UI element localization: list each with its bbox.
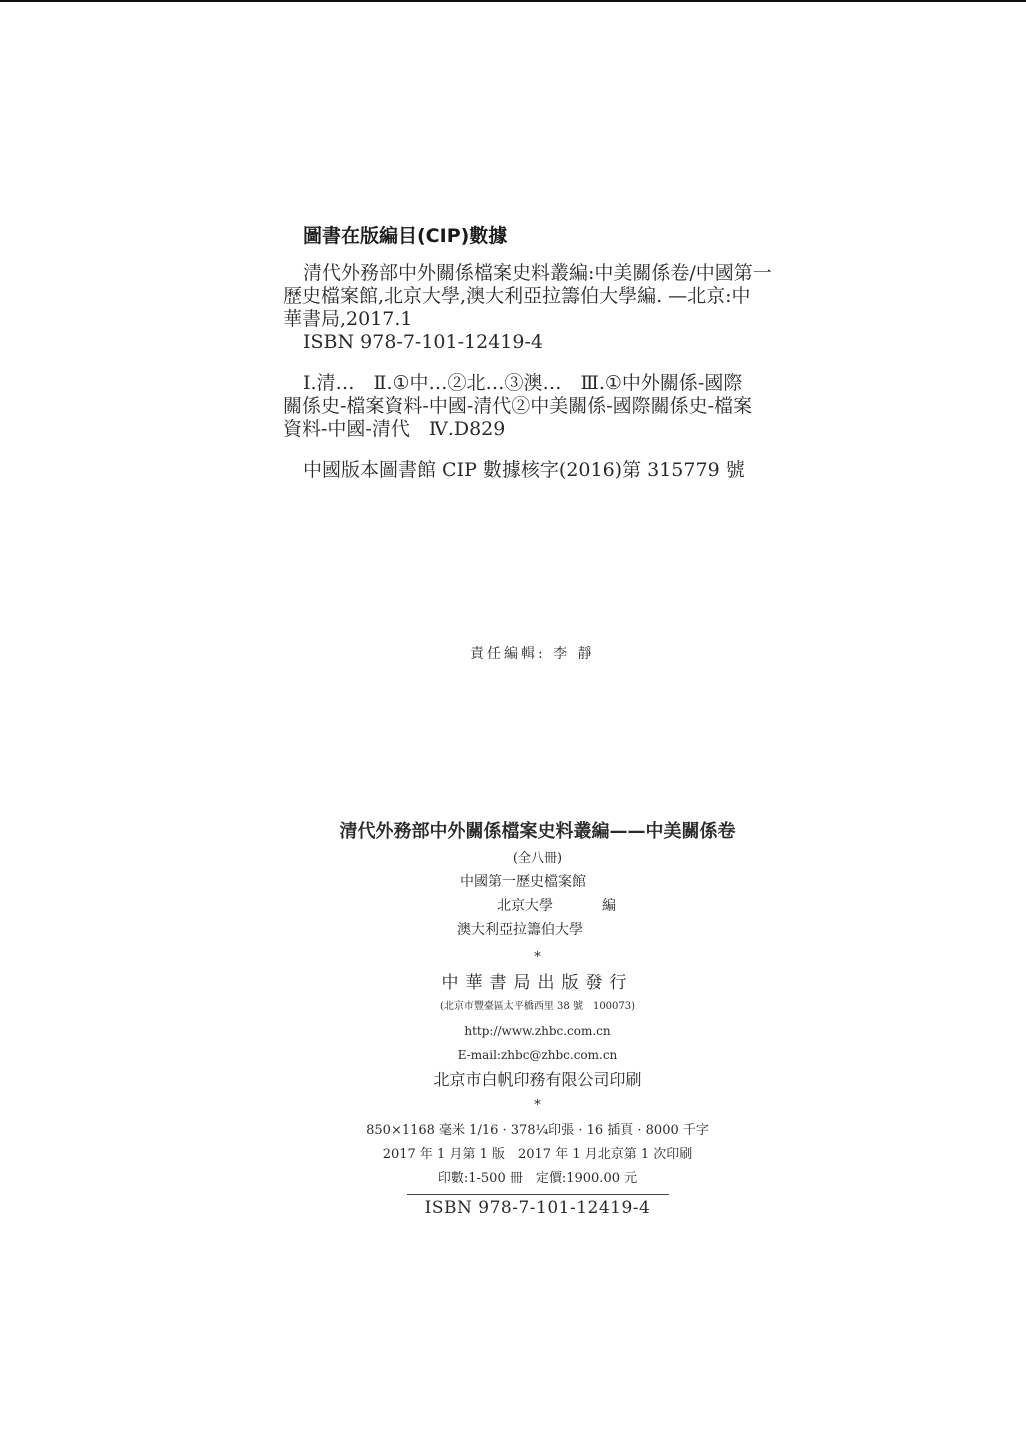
editor-institution-2: 北京大學: [497, 898, 553, 914]
cip-subjects: [283, 372, 798, 441]
cip-subject-line: Ⅰ.清… Ⅱ.①中…②北…③澳… Ⅲ.①中外關係-國際: [303, 372, 743, 394]
publisher: 中華書局出版發行: [441, 973, 634, 993]
editor-institution-3: 澳大利亞拉籌伯大學: [457, 922, 583, 938]
cip-description: [283, 262, 798, 354]
separator-star: *: [534, 950, 541, 965]
cip-description-line: 歷史檔案館,北京大學,澳大利亞拉籌伯大學編. —北京:中: [283, 285, 751, 307]
editors-block: [300, 871, 775, 945]
printer: 北京市白帆印務有限公司印刷: [433, 1070, 642, 1089]
cip-record: [283, 459, 798, 482]
editor-institution-1: 中國第一歷史檔案館: [460, 874, 586, 890]
cip-subject-line: 關係史-檔案資料-中國-清代②中美關係-國際關係史-檔案: [283, 395, 753, 417]
responsible-editor: 責任編輯: 李 靜: [470, 646, 595, 662]
publisher-address: (北京市豐臺區太平橋西里 38 號 100073): [439, 1001, 636, 1012]
cip-description-line: 華書局,2017.1: [283, 308, 413, 330]
separator-star: *: [534, 1098, 541, 1113]
print-specs: 850×1168 毫米 1/16 · 378¼印張 · 16 插頁 · 8000 千字: [366, 1123, 709, 1138]
edition-info: 2017 年 1 月第 1 版 2017 年 1 月北京第 1 次印刷: [382, 1147, 693, 1162]
set-count: (全八冊): [512, 851, 563, 866]
publisher-email: E-mail:zhbc@zhbc.com.cn: [457, 1048, 618, 1062]
cip-heading: 圖書在版編目(CIP)數據: [303, 225, 508, 247]
colophon: [300, 818, 775, 1221]
publisher-website: http://www.zhbc.com.cn: [464, 1024, 611, 1038]
cip-subject-line: 資料-中國-清代 Ⅳ.D829: [283, 418, 506, 440]
colophon-isbn: ISBN 978-7-101-12419-4: [424, 1198, 651, 1218]
cip-description-line: 清代外務部中外關係檔案史料叢編:中美關係卷/中國第一: [303, 262, 772, 284]
print-run-price: 印數:1-500 冊 定價:1900.00 元: [437, 1171, 638, 1186]
top-border-rule: [0, 0, 1026, 2]
editor-role: 編: [602, 898, 616, 914]
book-title: 清代外務部中外關係檔案史料叢編——中美關係卷: [339, 821, 736, 842]
cip-isbn: ISBN 978-7-101-12419-4: [303, 331, 543, 353]
cip-record-number: 中國版本圖書館 CIP 數據核字(2016)第 315779 號: [303, 459, 745, 481]
